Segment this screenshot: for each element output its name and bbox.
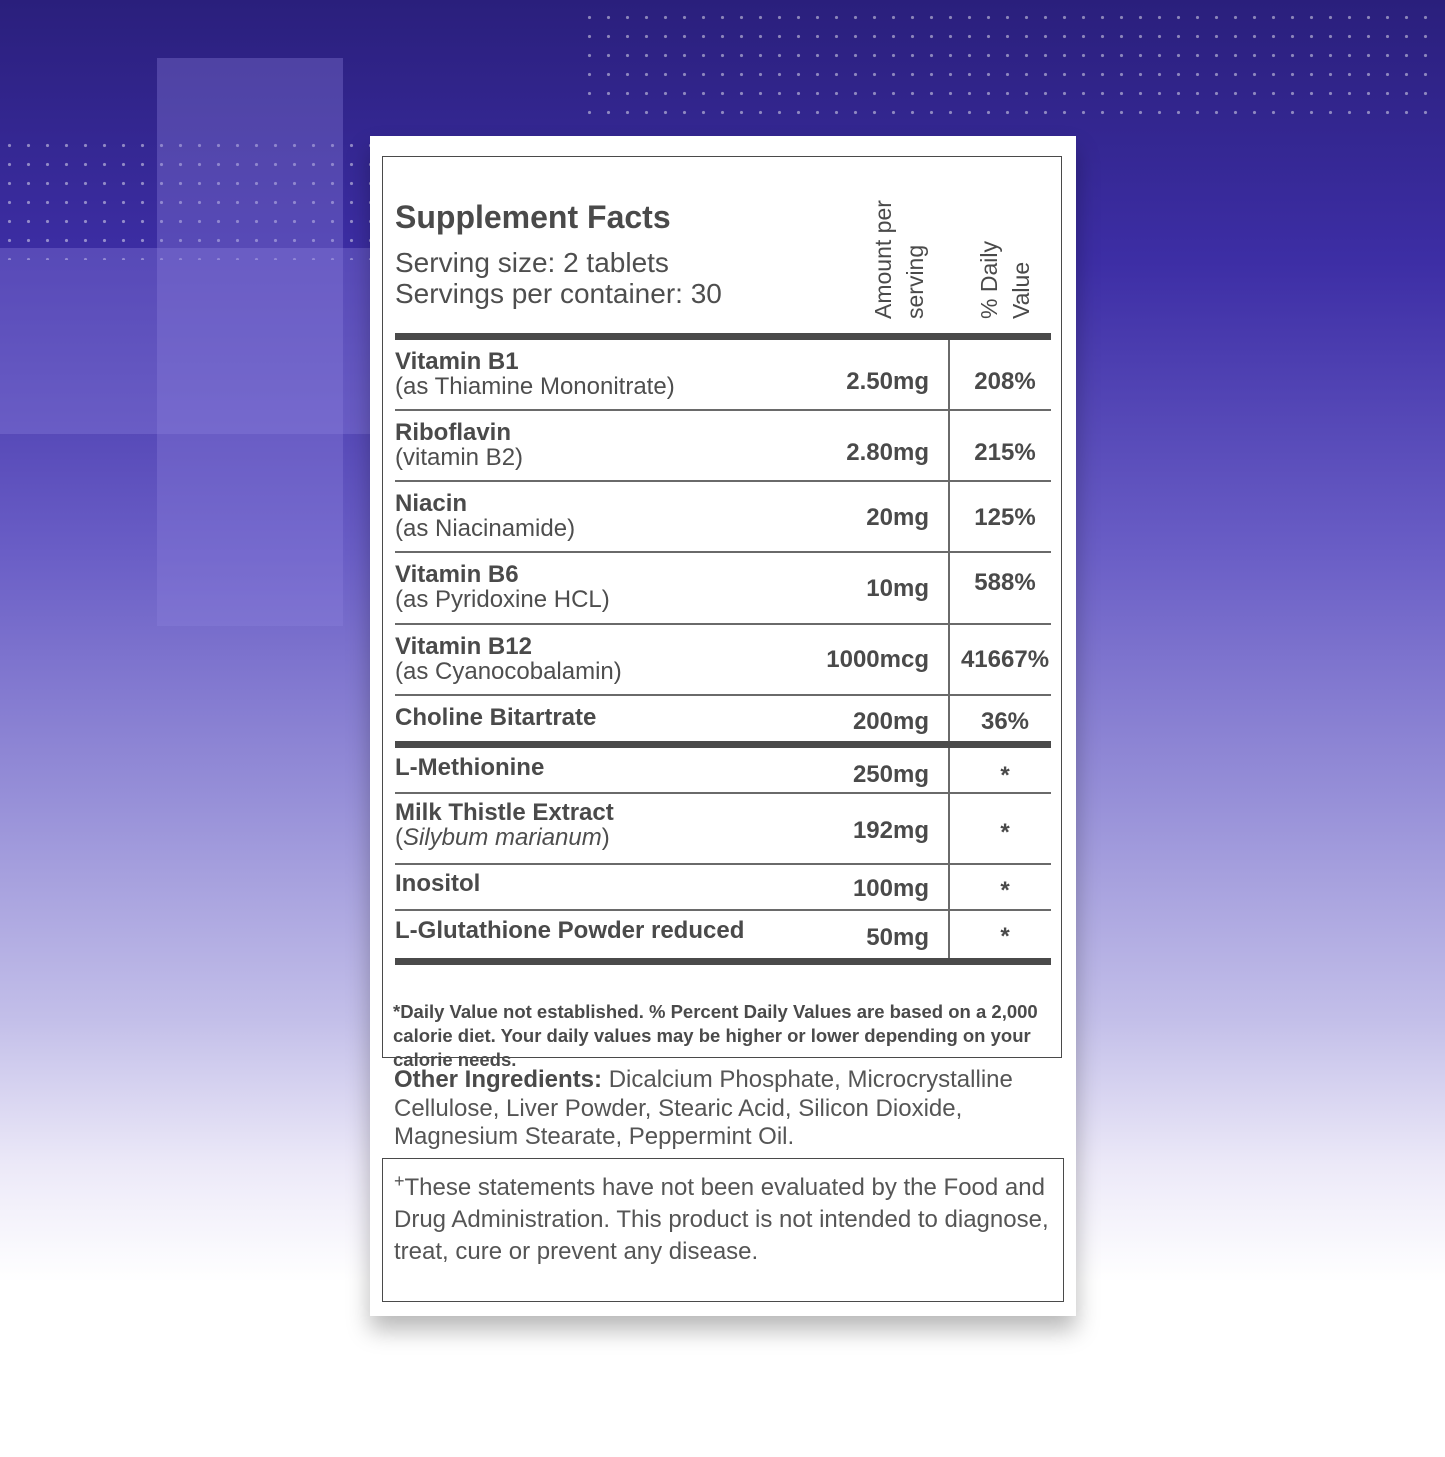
nutrient-name: Vitamin B6 [395,561,519,588]
nutrient-amount: 1000mcg [826,646,929,673]
nutrient-row [383,865,1063,910]
nutrient-row [383,553,1063,623]
nutrient-row [383,340,1063,410]
nutrient-amount: 192mg [852,817,929,844]
nutrient-name: Vitamin B1 [395,348,519,375]
other-ingredients-list: Dicalcium Phosphate, Microcrystalline Cellulose, Liver Powder, Stearic Acid, Silicon Dioxide, Magnesium Stearate, Peppermint Oil. [394,1066,1013,1150]
nutrient-amount: 200mg [852,708,929,735]
servings-per-container: Servings per container: 30 [395,278,722,309]
daily-value-footnote: *Daily Value not established. % Percent Daily Values are based on a 2,000 calorie diet. Your daily values may be higher or lower depending on your calorie needs. [393,1001,1038,1070]
disclaimer-symbol: + [394,1171,405,1191]
nutrient-amount: 50mg [866,924,929,951]
nutrient-row [383,696,1063,742]
nutrient-amount: 2.50mg [846,368,929,395]
nutrient-row [383,794,1063,864]
amount-per-serving-header: Amount per serving [870,200,928,319]
nutrient-daily-value: 41667% [960,646,1050,673]
nutrient-name: Inositol [395,870,481,897]
nutrient-row [383,911,1063,959]
fda-disclaimer-text: These statements have not been evaluated by the Food and Drug Administration. This product is not intended to diagnose, treat, cure or prevent any disease. [394,1174,1049,1265]
background-cross-shape-horizontal [0,248,370,434]
section-thick-rule [395,741,1051,748]
nutrient-row [383,482,1063,552]
nutrient-name: Niacin [395,490,468,517]
supplement-facts-title: Supplement Facts [395,199,671,235]
nutrient-amount: 2.80mg [846,439,929,466]
footer-thick-rule [395,958,1051,965]
nutrient-daily-value: * [1000,877,1010,904]
nutrient-daily-value: * [1000,762,1010,789]
nutrient-daily-value: 588% [974,569,1036,596]
nutrient-amount: 250mg [852,761,929,788]
nutrient-source: (as Niacinamide) [395,515,576,542]
nutrient-daily-value: * [1000,819,1010,846]
other-ingredients [394,1066,1034,1152]
nutrient-daily-value: 208% [974,368,1036,395]
header-thick-rule [395,333,1051,340]
nutrient-source: (vitamin B2) [395,444,524,471]
nutrient-row [383,625,1063,695]
nutrient-name: Riboflavin [395,419,512,446]
nutrient-name: Vitamin B12 [395,633,532,660]
nutrient-source: (Silybum marianum) [395,824,610,851]
nutrient-row [383,411,1063,481]
nutrient-daily-value: 215% [974,439,1036,466]
nutrient-daily-value: 125% [974,504,1036,531]
supplement-facts-box [382,156,1062,1070]
other-ingredients-label: Other Ingredients: [394,1066,603,1093]
nutrient-source: (as Pyridoxine HCL) [395,586,610,613]
serving-size: Serving size: 2 tablets [395,247,669,278]
background-dot-pattern-top-right [580,8,1440,118]
daily-value-header: % Daily Value [976,241,1034,319]
nutrient-daily-value: * [1000,923,1010,950]
nutrient-amount: 10mg [866,575,929,602]
nutrient-name: L-Glutathione Powder reduced [395,917,745,944]
supplement-label-card [370,136,1076,1316]
nutrient-row [383,748,1063,792]
nutrient-daily-value: 36% [980,708,1030,735]
nutrient-source: (as Thiamine Mononitrate) [395,373,675,400]
nutrient-source: (as Cyanocobalamin) [395,658,622,685]
nutrient-amount: 20mg [866,504,929,531]
nutrient-name: Milk Thistle Extract [395,799,614,826]
fda-disclaimer-box [382,1158,1064,1302]
nutrient-name: Choline Bitartrate [395,704,597,731]
nutrient-name: L-Methionine [395,754,545,781]
nutrient-amount: 100mg [852,875,929,902]
